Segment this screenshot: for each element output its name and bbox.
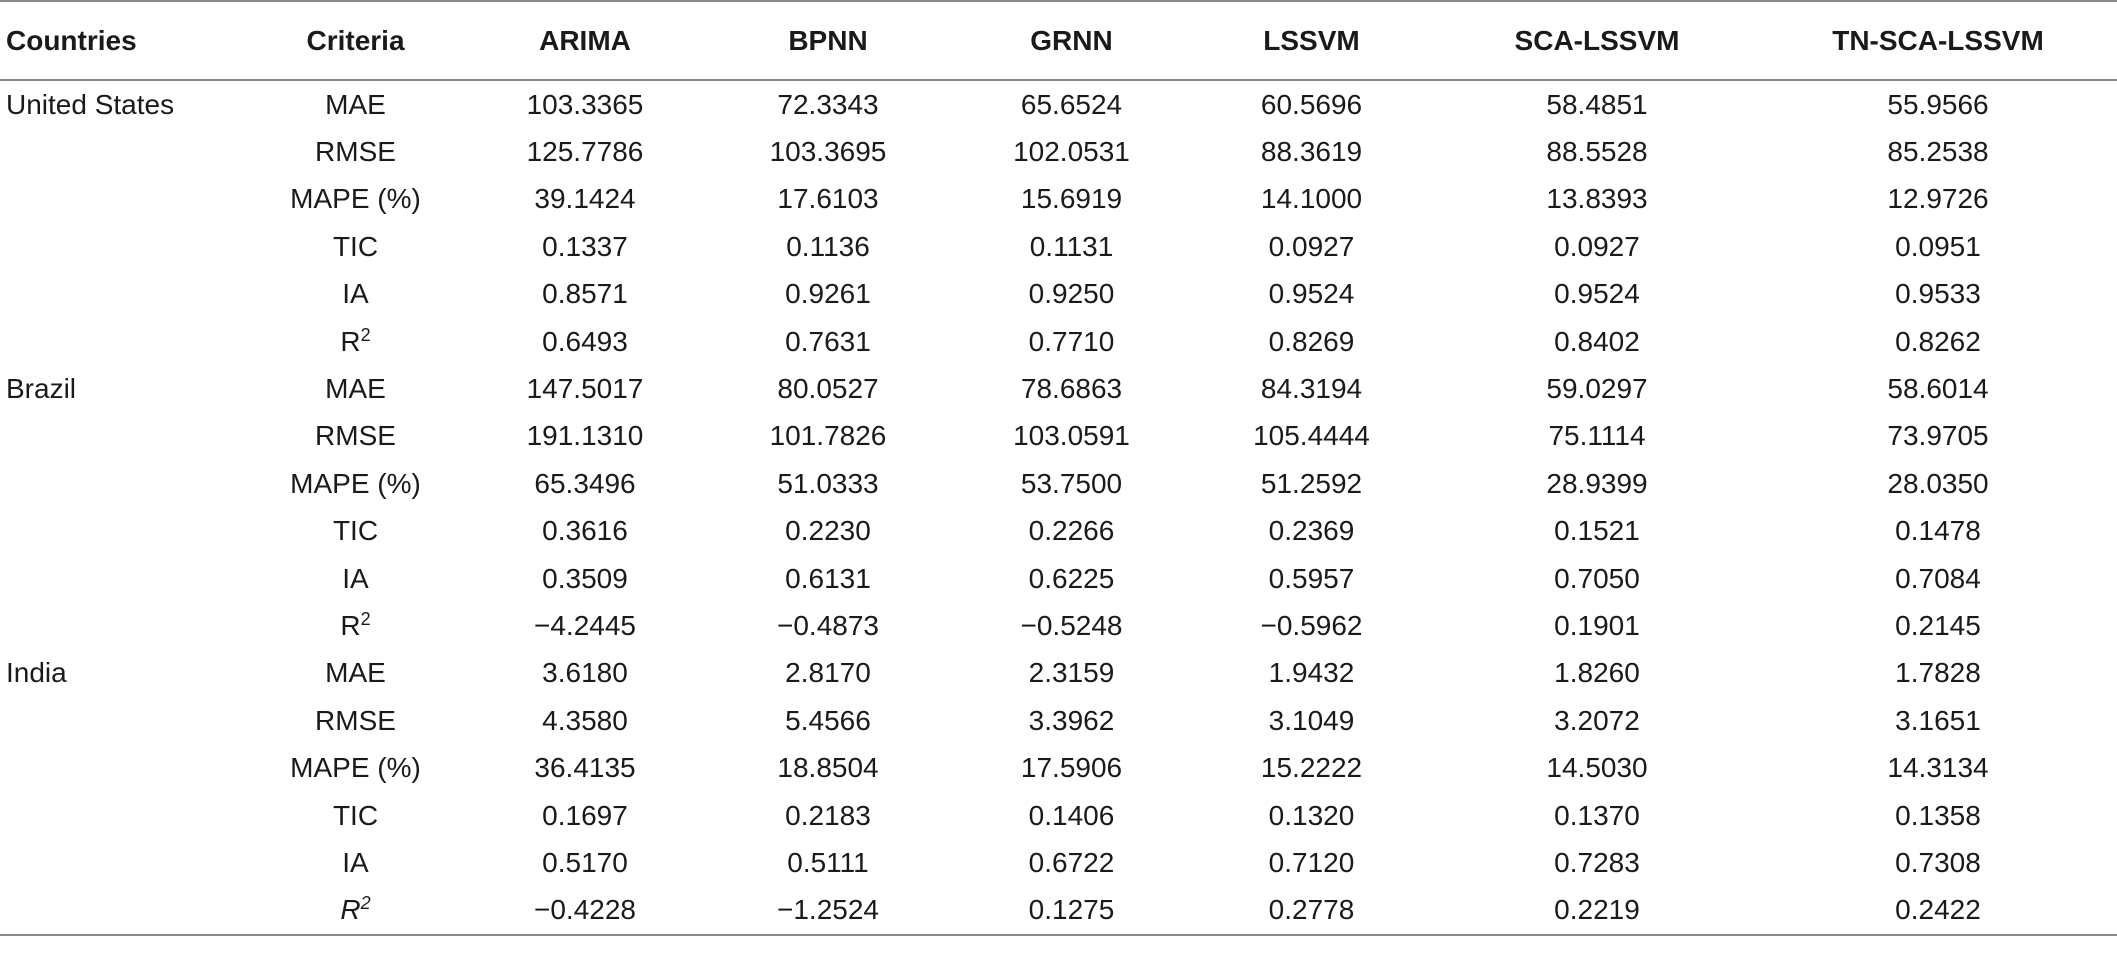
criterion-label: IA [342,846,369,878]
value-cell: −0.5248 [1020,609,1123,641]
value-cell: −4.2445 [534,609,636,641]
value-cell: 0.2778 [1268,894,1355,926]
criterion-label: RMSE [315,136,396,168]
country-cell [0,413,242,460]
value-cell: 103.3695 [769,136,887,168]
value-cell: 58.4851 [1546,88,1648,120]
value-cell: −0.4228 [534,894,636,926]
value-cell: 15.2222 [1260,752,1363,784]
value-cell: 0.2183 [785,799,871,831]
value-cell: 0.6722 [1028,846,1115,878]
value-cell: 0.0927 [1268,230,1355,262]
value-cell: 80.0527 [777,373,879,405]
value-cell: 0.1901 [1554,609,1640,641]
header-tn-sca-lssvm: TN-SCA-LSSVM [1832,24,2044,56]
table-row [0,792,2117,839]
criterion-label: TIC [332,515,379,547]
value-cell: 2.3159 [1028,657,1115,689]
value-cell: 0.7283 [1554,846,1640,878]
criterion-cell [242,128,469,175]
value-cell: 0.7120 [1268,846,1355,878]
country-cell [0,792,242,839]
criterion-label: RMSE [315,704,396,736]
country-cell: Brazil [6,373,77,405]
criterion-cell [242,318,469,365]
value-cell: 28.0350 [1887,467,1989,499]
value-cell: 0.7084 [1895,562,1981,594]
country-cell [0,697,242,744]
value-cell: 15.6919 [1020,183,1123,215]
value-cell: 0.1697 [542,799,628,831]
value-cell: 14.3134 [1887,752,1989,784]
criterion-label: MAE [325,88,386,120]
value-cell: 0.5111 [787,846,869,878]
value-cell: 3.3962 [1028,704,1115,736]
header-countries: Countries [6,24,137,56]
value-cell: 39.1424 [534,183,636,215]
criterion-cell [242,555,469,602]
value-cell: 28.9399 [1546,467,1648,499]
value-cell: 0.2369 [1268,515,1355,547]
table-row [0,555,2117,602]
value-cell: 0.8262 [1895,325,1981,357]
value-cell: 103.0591 [1013,420,1130,452]
country-cell [0,555,242,602]
header-bpnn: BPNN [788,24,868,56]
criterion-label: TIC [332,799,379,831]
value-cell: 0.5170 [542,846,628,878]
country-cell: United States [6,88,175,120]
value-cell: 0.9250 [1028,278,1115,310]
country-cell [0,744,242,791]
value-cell: 73.9705 [1887,420,1989,452]
value-cell: 0.9261 [785,278,871,310]
value-cell: −0.4873 [777,609,879,641]
value-cell: 17.5906 [1020,752,1123,784]
value-cell: 65.3496 [534,467,636,499]
value-cell: 51.0333 [777,467,879,499]
table-row [0,839,2117,886]
value-cell: 13.8393 [1546,183,1648,215]
value-cell: 1.7828 [1895,657,1981,689]
table-row [0,318,2117,365]
value-cell: 3.1651 [1895,704,1981,736]
value-cell: 103.3365 [526,88,644,120]
value-cell: 191.1310 [526,420,644,452]
value-cell: 17.6103 [777,183,879,215]
table-row [0,80,2117,128]
table-row [0,223,2117,270]
value-cell: 125.7786 [526,136,644,168]
table-row [0,128,2117,175]
table-row [0,271,2117,318]
value-cell: 75.1114 [1548,420,1646,452]
table-row [0,176,2117,223]
value-cell: 0.1478 [1895,515,1981,547]
criterion-label: MAE [325,373,386,405]
criterion-label: IA [342,278,369,310]
criterion-cell [242,365,469,412]
criterion-label: MAE [325,657,386,689]
value-cell: 14.1000 [1260,183,1363,215]
criterion-label: MAPE (%) [290,752,421,784]
value-cell: 0.0927 [1554,230,1640,262]
value-cell: 0.8269 [1268,325,1355,357]
value-cell: 65.6524 [1020,88,1123,120]
value-cell: 0.2145 [1895,609,1981,641]
value-cell: 0.6131 [785,562,871,594]
value-cell: 4.3580 [542,704,628,736]
table-row [0,650,2117,697]
value-cell: 101.7826 [769,420,887,452]
value-cell: 0.6493 [542,325,628,357]
country-cell [0,460,242,507]
value-cell: 58.6014 [1887,373,1989,405]
value-cell: 0.1136 [786,230,870,262]
country-cell [0,602,242,649]
value-cell: 0.7308 [1895,846,1981,878]
criterion-superscript: 2 [360,608,371,629]
table-row [0,413,2117,460]
country-cell: India [6,657,67,689]
table-row [0,744,2117,791]
value-cell: 55.9566 [1887,88,1989,120]
value-cell: 3.2072 [1554,704,1640,736]
value-cell: 51.2592 [1260,467,1363,499]
value-cell: 0.3616 [542,515,628,547]
header-lssvm: LSSVM [1263,24,1360,56]
country-cell [0,176,242,223]
value-cell: 0.1521 [1554,515,1640,547]
value-cell: 0.8571 [542,278,628,310]
value-cell: 105.4444 [1253,420,1370,452]
value-cell: 36.4135 [534,752,636,784]
value-cell: 0.1337 [542,230,628,262]
value-cell: 0.2422 [1895,894,1981,926]
criterion-cell [242,413,469,460]
criterion-label: MAPE (%) [290,183,421,215]
value-cell: 0.1275 [1028,894,1115,926]
header-row [0,1,2117,80]
table-row [0,460,2117,507]
value-cell: 147.5017 [526,373,644,405]
value-cell: 0.2230 [785,515,871,547]
value-cell: −0.5962 [1260,609,1363,641]
country-cell [0,271,242,318]
criterion-cell [242,650,469,697]
value-cell: 102.0531 [1013,136,1130,168]
criterion-cell [242,223,469,270]
criterion-cell [242,176,469,223]
header-arima: ARIMA [539,24,631,56]
criterion-cell [242,80,469,128]
criterion-label: TIC [332,230,379,262]
country-cell [0,128,242,175]
table-row [0,697,2117,744]
value-cell: 0.9524 [1554,278,1640,310]
criterion-label: MAPE (%) [290,467,421,499]
value-cell: 18.8504 [777,752,879,784]
value-cell: 88.5528 [1546,136,1648,168]
header-grnn: GRNN [1030,24,1113,56]
value-cell: 0.8402 [1554,325,1640,357]
value-cell: 0.0951 [1895,230,1981,262]
criterion-label: RMSE [315,420,396,452]
value-cell: 53.7500 [1020,467,1123,499]
value-cell: 0.3509 [542,562,628,594]
value-cell: 0.1320 [1268,799,1355,831]
criterion-cell [242,460,469,507]
value-cell: 14.5030 [1546,752,1648,784]
table-row [0,508,2117,555]
criterion-cell [242,271,469,318]
header-sca-lssvm: SCA-LSSVM [1514,24,1680,56]
criterion-superscript: 2 [360,893,371,914]
country-cell [0,223,242,270]
value-cell: 1.9432 [1268,657,1355,689]
criterion-label: R [340,894,361,926]
criterion-cell [242,792,469,839]
criterion-label: R [340,609,361,641]
value-cell: 12.9726 [1887,183,1989,215]
value-cell: 72.3343 [777,88,879,120]
value-cell: 0.2266 [1028,515,1115,547]
criterion-label: R [340,325,361,357]
table-row [0,602,2117,649]
criterion-cell [242,839,469,886]
criterion-cell [242,744,469,791]
value-cell: 0.1358 [1895,799,1981,831]
criterion-cell [242,602,469,649]
country-cell [0,508,242,555]
criterion-cell [242,887,469,935]
value-cell: 84.3194 [1260,373,1363,405]
table-row [0,365,2117,412]
value-cell: 3.1049 [1268,704,1355,736]
criterion-superscript: 2 [360,324,371,345]
value-cell: 78.6863 [1020,373,1123,405]
value-cell: 2.8170 [785,657,871,689]
value-cell: 0.9533 [1895,278,1981,310]
value-cell: −1.2524 [777,894,879,926]
country-cell [0,839,242,886]
value-cell: 85.2538 [1887,136,1989,168]
value-cell: 0.2219 [1554,894,1640,926]
criterion-cell [242,508,469,555]
country-cell [0,887,242,935]
value-cell: 0.7631 [785,325,871,357]
header-criteria: Criteria [306,24,405,56]
value-cell: 1.8260 [1554,657,1640,689]
table-header [0,1,2117,80]
value-cell: 0.7710 [1028,325,1115,357]
country-cell [0,318,242,365]
criterion-label: IA [342,562,369,594]
value-cell: 0.1370 [1554,799,1640,831]
value-cell: 59.0297 [1546,373,1648,405]
value-cell: 0.7050 [1554,562,1640,594]
table-body [0,80,2117,935]
value-cell: 60.5696 [1260,88,1363,120]
table-row [0,887,2117,935]
value-cell: 0.1131 [1029,230,1114,262]
value-cell: 5.4566 [785,704,871,736]
value-cell: 88.3619 [1260,136,1363,168]
value-cell: 0.5957 [1268,562,1355,594]
value-cell: 0.6225 [1028,562,1115,594]
value-cell: 0.9524 [1268,278,1355,310]
value-cell: 3.6180 [542,657,628,689]
criterion-cell [242,697,469,744]
value-cell: 0.1406 [1028,799,1115,831]
